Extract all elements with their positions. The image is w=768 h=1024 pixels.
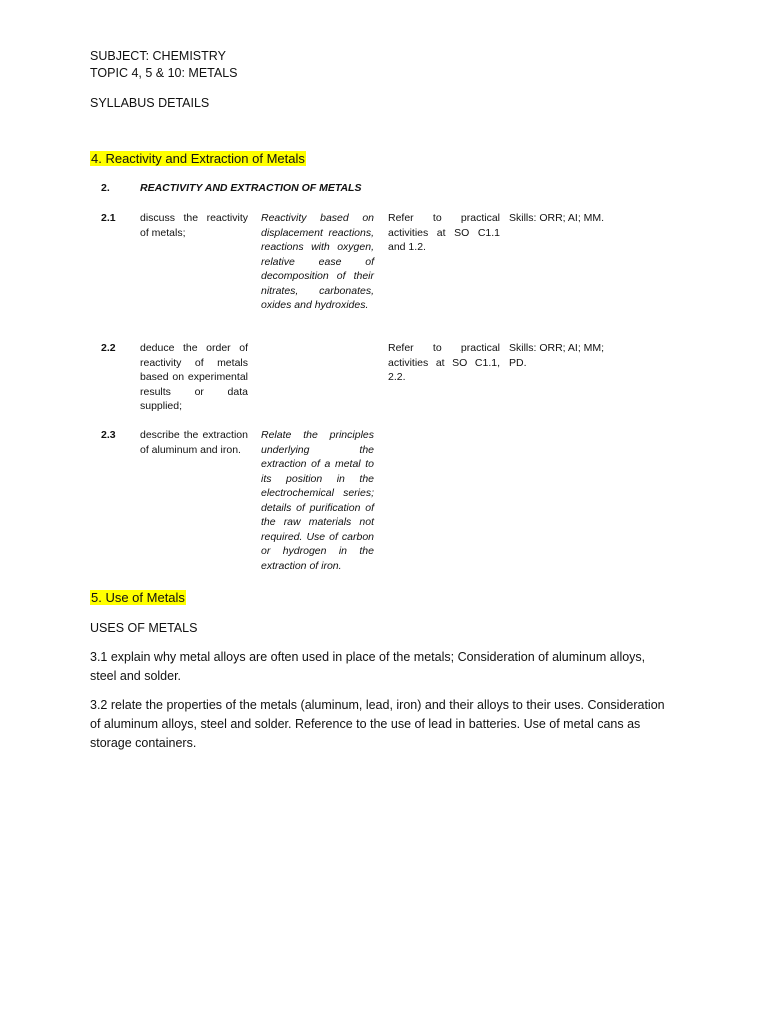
- table-head-number: 2.: [101, 182, 110, 194]
- row-2-3-content: Relate the principles underlying the extraction of a metal to its position in the electrochemical series; details of purification of the raw materials not required. Use of carbon or hydrogen in the extraction of iron.: [261, 429, 374, 572]
- section5-heading-text: 5. Use of Metals: [91, 590, 185, 605]
- syllabus-line: SYLLABUS DETAILS: [90, 96, 210, 110]
- section4-heading: [90, 151, 306, 167]
- row-2-2-objective: deduce the order of reactivity of metals based on experimental results or data supplied;: [140, 342, 248, 412]
- table-head-title: REACTIVITY AND EXTRACTION OF METALS: [140, 182, 362, 194]
- paragraph-3-1: 3.1 explain why metal alloys are often used in place of the metals; Consideration of aluminum alloys, steel and solder.: [90, 650, 646, 683]
- paragraph-3-2: 3.2 relate the properties of the metals (aluminum, lead, iron) and their alloys to their uses. Consideration of aluminum alloys, steel and solder. Reference to the use of lead in batteries. Use of metal cans as storage containers.: [90, 698, 665, 750]
- row-2-3-number: 2.3: [101, 429, 116, 441]
- section5-subheading: USES OF METALS: [90, 621, 198, 635]
- subject-line: SUBJECT: CHEMISTRY: [90, 49, 226, 63]
- row-2-2-activities: Refer to practical activities at SO C1.1, 2.2.: [388, 342, 500, 383]
- row-2-1-content: Reactivity based on displacement reactions, reactions with oxygen, relative ease of decomposition of their nitrates, carbonates, oxides and hydroxides.: [261, 212, 374, 311]
- row-2-1-objective: discuss the reactivity of metals;: [140, 212, 248, 239]
- row-2-3-objective: describe the extraction of aluminum and iron.: [140, 429, 248, 456]
- topic-line: TOPIC 4, 5 & 10: METALS: [90, 66, 238, 80]
- row-2-2-number: 2.2: [101, 342, 116, 354]
- row-2-2-skills: Skills: ORR; AI; MM; PD.: [509, 342, 605, 369]
- section5-heading: [90, 590, 186, 606]
- section4-heading-text: 4. Reactivity and Extraction of Metals: [91, 151, 305, 166]
- row-2-1-number: 2.1: [101, 212, 116, 224]
- row-2-1-skills: Skills: ORR; AI; MM.: [509, 212, 605, 224]
- row-2-1-activities: Refer to practical activities at SO C1.1 and 1.2.: [388, 212, 500, 253]
